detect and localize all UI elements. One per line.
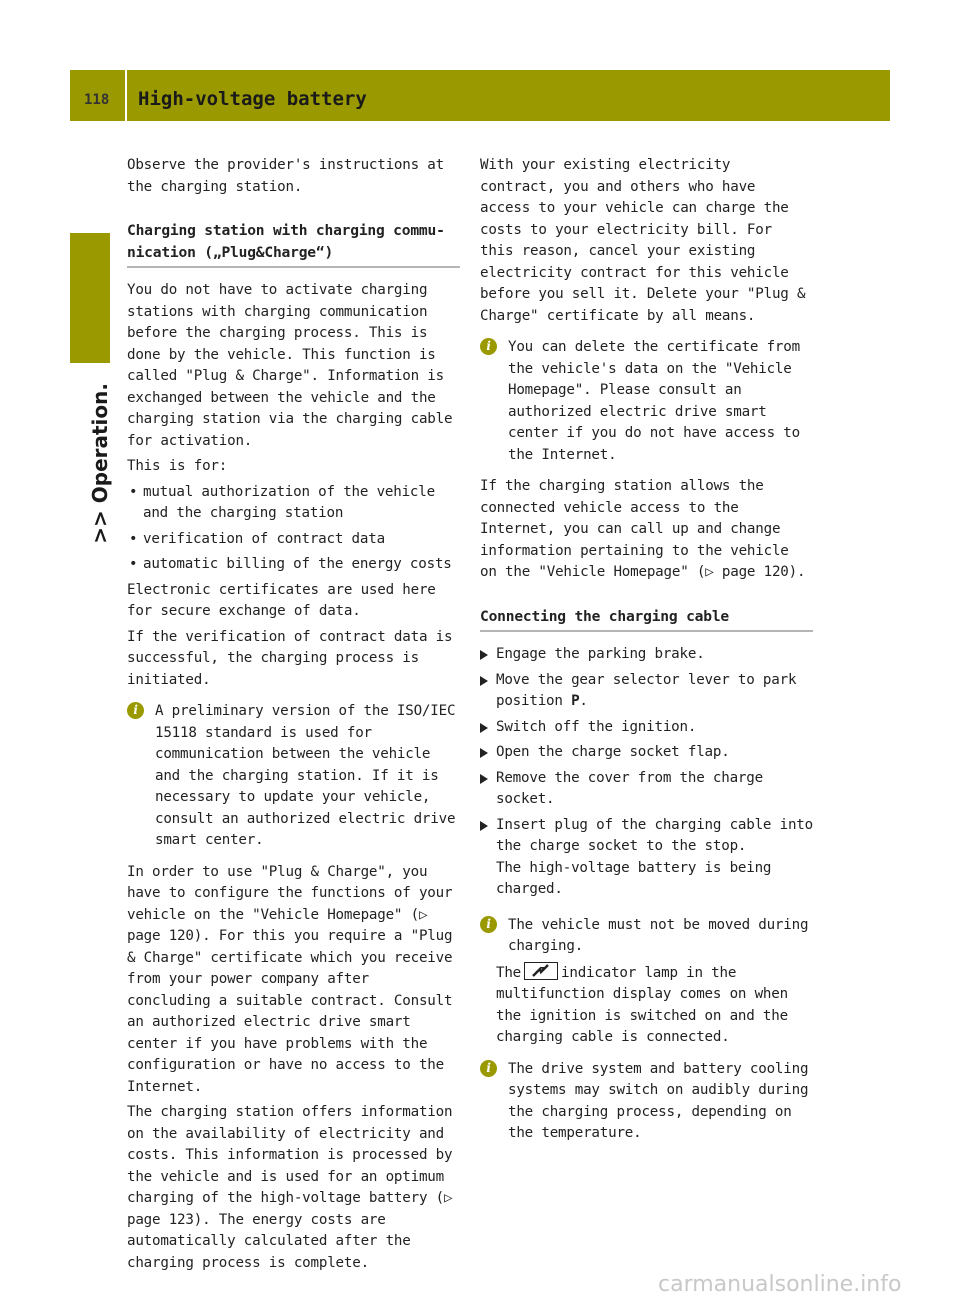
list-item: • mutual authorization of the vehicle and the charging station <box>127 482 460 525</box>
section-heading-plug-charge <box>127 220 460 268</box>
arrow-icon <box>480 748 488 758</box>
info-text: The vehicle must not be moved during charging. <box>508 916 809 954</box>
paragraph: If the verification of contract data is successful, the charging process is initiated. <box>127 628 453 688</box>
list-item: • automatic billing of the energy costs <box>127 554 460 576</box>
intro-paragraph: Observe the provider's instructions at the charging station. <box>127 157 444 195</box>
step-item <box>480 742 813 764</box>
arrow-icon <box>480 676 488 686</box>
heading-line-1: Charging station with charging commu- <box>127 222 445 239</box>
arrow-icon <box>480 723 488 733</box>
paragraph: With your existing electricity contract, you and others who have access to your vehicle can charge the costs to your electricity bill. For this reason, cancel your existing electricity contract for this vehicle before you sell it. Delete your "Plug & Charge" certificate by all means. <box>480 157 806 324</box>
page-title: High-voltage battery <box>138 88 367 110</box>
info-icon: i <box>480 916 497 933</box>
paragraph: You do not have to activate charging stations with charging communication before the charging process. This is done by the vehicle. This function is called "Plug & Charge". Information is exchanged between the vehicle and the charging station via the charging cable for activation. <box>127 282 453 449</box>
watermark: carmanualsonline.info <box>658 1272 902 1297</box>
bullet-list <box>127 482 460 576</box>
chapter-label: >> Operation. <box>88 383 112 544</box>
arrow-icon <box>480 774 488 784</box>
paragraph: If the charging station allows the connected vehicle access to the Internet, you can call up and change information pertaining to the vehicle on the "Vehicle Homepage" (▷ page 120). <box>480 478 806 580</box>
info-icon: i <box>480 1060 497 1077</box>
step-text: Engage the parking brake. <box>496 646 705 662</box>
paragraph: Electronic certificates are used here for secure exchange of data. <box>127 581 436 619</box>
info-note <box>480 915 813 1049</box>
step-item <box>480 717 813 739</box>
left-column <box>127 155 460 1278</box>
info-text <box>496 962 813 1049</box>
paragraph: The charging station offers information on the availability of electricity and costs. This information is processed by the vehicle and is used for an optimum charging of the high-voltage battery (▷ page 123). The energy costs are automatically calculated after the charging process is complete. <box>127 1104 453 1271</box>
info-note <box>480 337 813 466</box>
info-icon: i <box>127 702 144 719</box>
info-text-pre: The <box>496 964 522 981</box>
page-number: 118 <box>84 92 110 108</box>
park-position-label: P <box>571 693 580 709</box>
step-text: Insert plug of the charging cable into the charge socket to the stop. <box>496 816 813 854</box>
arrow-icon <box>480 821 488 831</box>
info-text: A preliminary version of the ISO/IEC 15118 standard is used for communication between the vehicle and the charging station. If it is necessary to update your vehicle, consult an authorized electric drive smart center. <box>155 703 456 848</box>
step-text: Switch off the ignition. <box>496 718 697 735</box>
info-note <box>127 701 460 852</box>
info-icon: i <box>480 338 497 355</box>
step-item <box>480 670 813 713</box>
section-heading-charging-cable: Connecting the charging cable <box>480 606 813 633</box>
step-text: Open the charge socket flap. <box>496 744 730 760</box>
info-text-post: indicator lamp in the multifunction display comes on when the ignition is switched on and the charging cable is connected. <box>496 964 788 1045</box>
paragraph: In order to use "Plug & Charge", you have to configure the functions of your vehicle on the "Vehicle Homepage" (▷ page 120). For this you require a "Plug & Charge" certificate which you receive from your power company after concluding a suitable contract. Consult an authorized electric drive smart center if you have problems with the configuration or have no access to the Internet. <box>127 863 453 1095</box>
step-text-end: . <box>579 693 588 709</box>
step-text: Remove the cover from the charge socket. <box>496 769 763 807</box>
info-text: The drive system and battery cooling systems may switch on audibly during the charging process, depending on the temperature. <box>508 1060 809 1141</box>
step-item <box>480 768 813 811</box>
arrow-icon <box>480 650 488 660</box>
step-item <box>480 644 813 666</box>
right-column <box>480 155 813 1155</box>
list-item: • verification of contract data <box>127 529 460 551</box>
heading-line-2: nication („Plug&Charge“) <box>127 243 334 261</box>
step-result: The high-voltage battery is being charged. <box>496 859 772 897</box>
step-text: Move the gear selector lever to park position <box>496 671 797 709</box>
header-divider <box>125 70 127 121</box>
paragraph: This is for: <box>127 458 228 474</box>
charging-indicator-lamp-icon <box>524 962 558 980</box>
step-list <box>480 644 813 901</box>
chapter-tab <box>70 233 110 363</box>
step-item <box>480 815 813 901</box>
info-note <box>480 1059 813 1145</box>
info-text: You can delete the certificate from the vehicle's data on the "Vehicle Homepage". Please consult an authorized electric drive smart center if you do not have access to the Internet. <box>508 339 800 463</box>
